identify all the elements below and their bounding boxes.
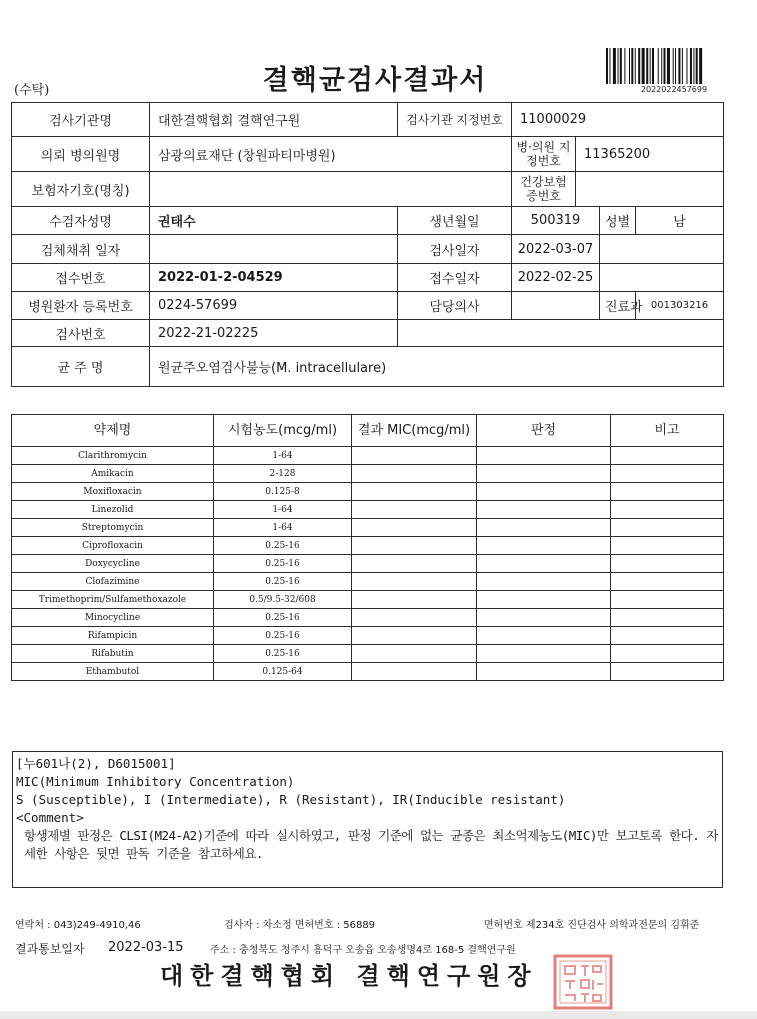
hospital-code-label: 병·의원 지정번호 [512,137,576,172]
drug-name-cell: Amikacin [12,465,214,483]
interpretation-cell [477,555,611,573]
notes-mic-line: MIC(Minimum Inhibitory Concentration) [16,774,295,789]
sex-value: 남 [636,207,724,235]
birth-label: 생년월일 [398,207,512,235]
interpretation-cell [477,537,611,555]
interpretation-cell [477,573,611,591]
test-range-cell: 0.125-64 [214,663,352,681]
hospital-label: 의뢰 병의원명 [12,137,150,172]
mic-result-cell [352,537,477,555]
receipt-no-value: 2022-01-2-04529 [150,264,398,292]
health-insurance-value [576,172,724,207]
test-no-value: 2022-21-02225 [150,320,398,347]
receipt-date-label: 접수일자 [398,264,512,292]
institution-value: 대한결핵협회 결핵연구원 [150,103,398,137]
mic-result-cell [352,609,477,627]
test-date-blank [600,235,724,264]
reg-no-label: 병원환자 등록번호 [12,292,150,320]
test-range-cell: 1-64 [214,501,352,519]
barcode-icon [604,48,744,84]
table-row [12,537,724,555]
health-insurance-label: 건강보험 증번호 [512,172,576,207]
header-interpretation: 판정 [477,415,611,447]
remark-cell [611,483,724,501]
drug-name-cell: Streptomycin [12,519,214,537]
remark-cell [611,645,724,663]
test-range-cell: 0.25-16 [214,609,352,627]
test-no-label: 검사번호 [12,320,150,347]
issuer-name: 대한결핵협회 결핵연구원장 [160,962,538,990]
remark-cell [611,519,724,537]
receipt-date-value: 2022-02-25 [512,264,600,292]
form-type: (수탁) [14,83,50,98]
test-date-value: 2022-03-07 [512,235,600,264]
hospital-code-value: 11365200 [576,137,724,172]
drug-name-cell: Trimethoprim/Sulfamethoxazole [12,591,214,609]
test-range-cell: 0.25-16 [214,627,352,645]
remark-cell [611,663,724,681]
dept-label: 진료과 [600,292,636,320]
sample-date-value [150,235,398,264]
notes-comment-text: 항생제별 판정은 CLSI(M24-A2)기준에 따라 실시하였고, 판정 기준에 없는 균종은 최소억제농도(MIC)만 보고토록 한다. 자세한 사항은 뒷면 판독 기준을 참고하세요. [24,828,718,861]
table-row [12,627,724,645]
drug-name-cell: Linezolid [12,501,214,519]
patient-name-label: 수검자성명 [12,207,150,235]
test-range-cell: 0.25-16 [214,645,352,663]
test-range-cell: 0.25-16 [214,537,352,555]
insured-value [150,172,512,207]
interpretation-cell [477,483,611,501]
remark-cell [611,447,724,465]
interpretation-cell [477,609,611,627]
organism-value: 원균주오염검사불능(M. intracellulare) [150,347,724,387]
table-row [12,573,724,591]
susceptibility-table [11,414,724,681]
mic-result-cell [352,447,477,465]
mic-result-cell [352,591,477,609]
institution-label: 검사기관명 [12,103,150,137]
remark-cell [611,591,724,609]
interpretation-cell [477,519,611,537]
sex-label: 성별 [600,207,636,235]
mic-result-cell [352,465,477,483]
drug-name-cell: Ciprofloxacin [12,537,214,555]
drug-name-cell: Minocycline [12,609,214,627]
document-title: 결핵균검사결과서 [262,65,488,96]
notes-code-line: [누601나(2), D6015001] [16,756,176,771]
remark-cell [611,627,724,645]
header-drug: 약제명 [12,415,214,447]
remark-cell [611,501,724,519]
drug-name-cell: Rifabutin [12,645,214,663]
test-range-cell: 1-64 [214,447,352,465]
interpretation-cell [477,645,611,663]
interpretation-cell [477,501,611,519]
table-row [12,609,724,627]
table-row [12,447,724,465]
mic-result-cell [352,483,477,501]
drug-name-cell: Doxycycline [12,555,214,573]
reg-no-value: 0224-57699 [150,292,398,320]
mic-result-cell [352,519,477,537]
table-row [12,465,724,483]
drug-name-cell: Ethambutol [12,663,214,681]
official-seal-icon [553,954,613,1010]
report-date-value: 2022-03-15 [108,940,184,955]
footer-examiner: 검사자 : 차소정 면허번호 : 56889 [224,920,376,931]
receipt-no-label: 접수번호 [12,264,150,292]
dept-value: 001303216 [636,292,724,320]
hospital-value: 삼광의료재단 (창원파티마병원) [150,137,512,172]
notes-comment-label: <Comment> [16,810,84,825]
table-row [12,483,724,501]
remark-cell [611,609,724,627]
footer-contact: 연락처 : 043)249-4910,46 [15,920,141,931]
interpretation-cell [477,591,611,609]
institution-code-label: 검사기관 지정번호 [398,103,512,137]
remark-cell [611,465,724,483]
mic-result-cell [352,645,477,663]
footer-license: 면허번호 제234호 진단검사 의학과전문의 김휘준 [484,920,700,931]
test-range-cell: 0.125-8 [214,483,352,501]
test-range-cell: 1-64 [214,519,352,537]
footer-address: 주소 : 충청북도 청주시 흥덕구 오송읍 오송생명4로 168-5 결핵연구원 [210,945,516,956]
receipt-date-blank [600,264,724,292]
table-row [12,591,724,609]
mic-result-cell [352,663,477,681]
table-row [12,519,724,537]
test-range-cell: 2-128 [214,465,352,483]
drug-name-cell: Rifampicin [12,627,214,645]
remark-cell [611,537,724,555]
mic-result-cell [352,627,477,645]
birth-value: 500319 [512,207,600,235]
report-date-label: 결과통보일자 [15,942,85,956]
table-row [12,663,724,681]
barcode-number: 2022022457699 [640,85,708,94]
doctor-value [512,292,600,320]
doctor-label: 담당의사 [398,292,512,320]
table-row [12,501,724,519]
remark-cell [611,573,724,591]
remark-cell [611,555,724,573]
interpretation-cell [477,663,611,681]
test-range-cell: 0.5/9.5-32/608 [214,591,352,609]
table-row [12,645,724,663]
notes-legend-line: S (Susceptible), I (Intermediate), R (Resistant), IR(Inducible resistant) [16,792,566,807]
test-date-label: 검사일자 [398,235,512,264]
interpretation-cell [477,447,611,465]
header-mic: 결과 MIC(mcg/ml) [352,415,477,447]
notes-box [12,751,723,888]
test-range-cell: 0.25-16 [214,555,352,573]
header-remark: 비고 [611,415,724,447]
mic-result-cell [352,501,477,519]
institution-code-value: 11000029 [512,103,724,137]
patient-info-table [11,102,724,387]
organism-label: 균 주 명 [12,347,150,387]
mic-result-cell [352,555,477,573]
insured-label: 보험자기호(명칭) [12,172,150,207]
mic-result-cell [352,573,477,591]
patient-name-value: 권태수 [150,207,398,235]
test-no-blank [398,320,724,347]
interpretation-cell [477,465,611,483]
drug-name-cell: Clofazimine [12,573,214,591]
interpretation-cell [477,627,611,645]
drug-name-cell: Clarithromycin [12,447,214,465]
drug-name-cell: Moxifloxacin [12,483,214,501]
table-row [12,555,724,573]
test-range-cell: 0.25-16 [214,573,352,591]
header-range: 시험농도(mcg/ml) [214,415,352,447]
sample-date-label: 검체채취 일자 [12,235,150,264]
